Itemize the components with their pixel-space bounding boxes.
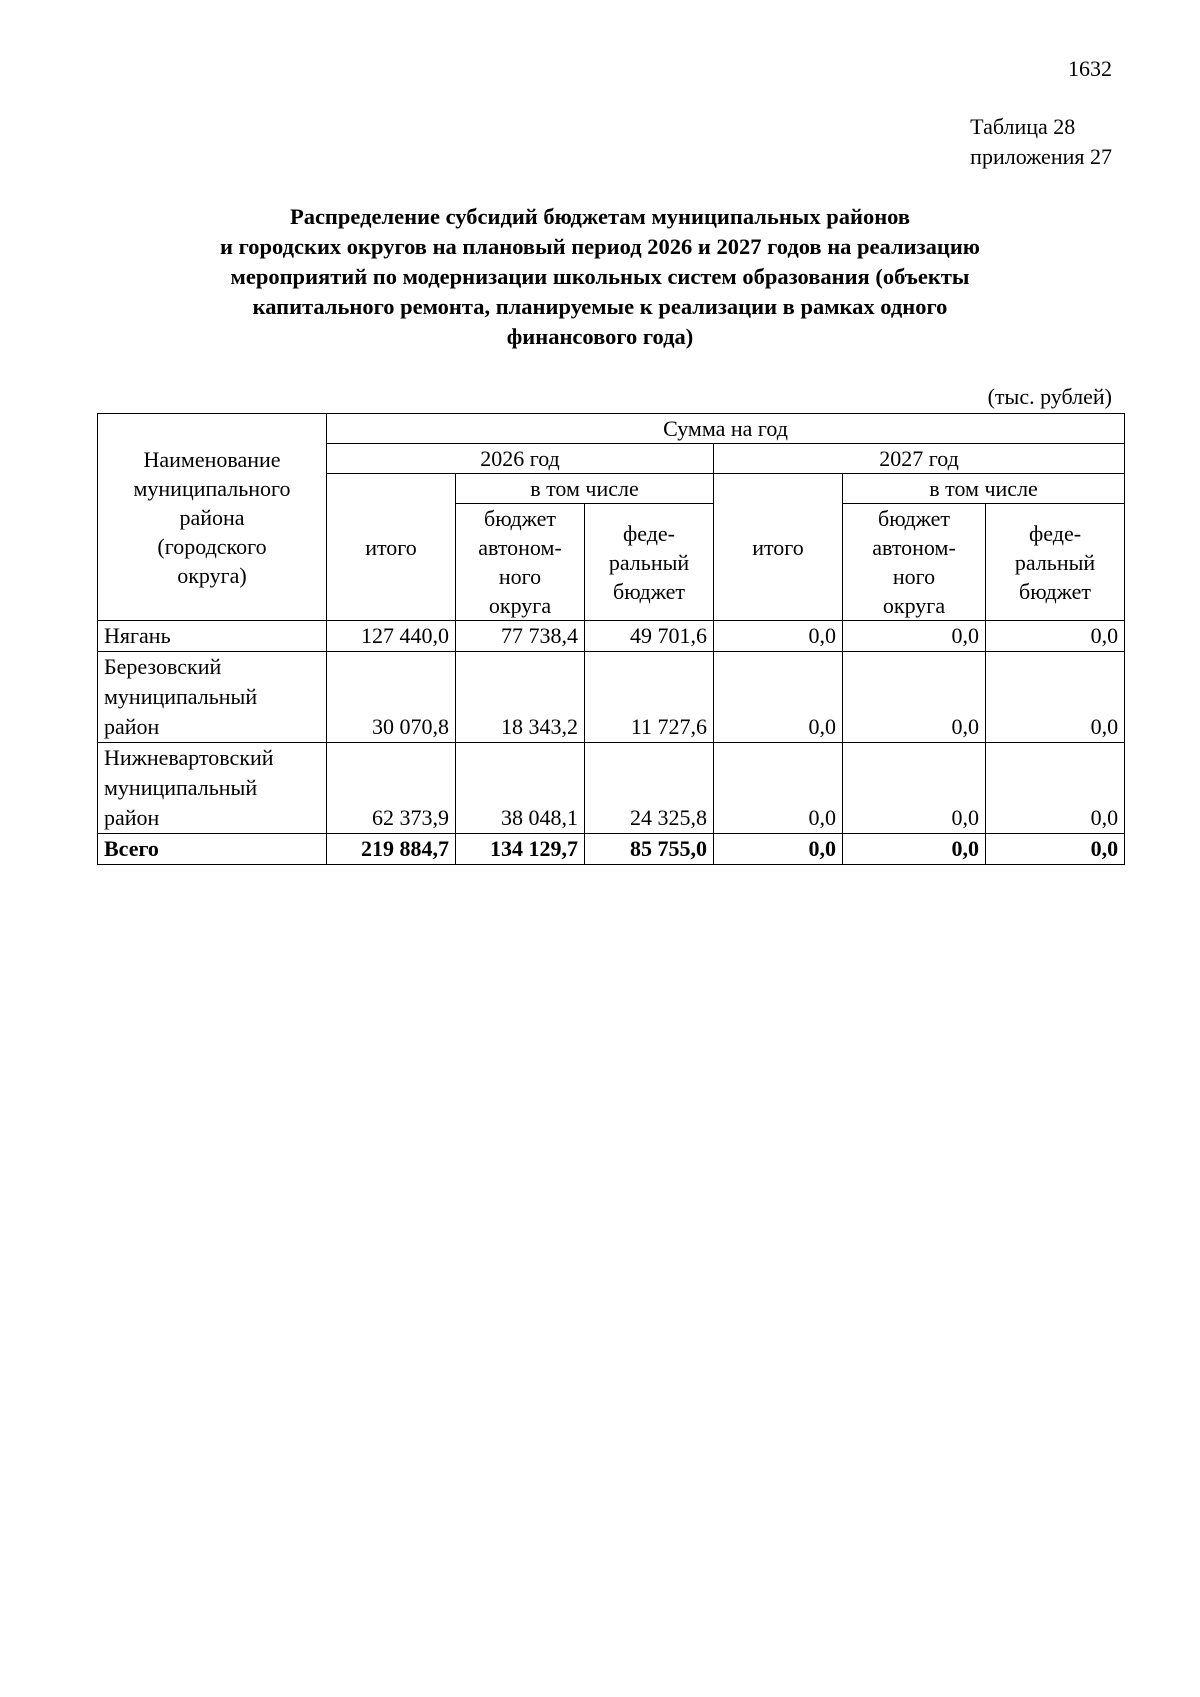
- title-line: и городских округов на плановый период 2026 и 2027 годов на реализацию: [220, 234, 980, 259]
- cell-federal-2026: 85 755,0: [585, 834, 714, 865]
- cell-federal-2026: 24 325,8: [585, 743, 714, 834]
- table-row: [98, 743, 1125, 834]
- title-line: капитального ремонта, планируемые к реализации в рамках одного: [252, 294, 948, 319]
- cell-regional-2027: 0,0: [843, 834, 986, 865]
- cell-total-2027: 0,0: [714, 743, 843, 834]
- cell-regional-2026: 18 343,2: [456, 652, 585, 743]
- row-name: Нижневартовский муниципальный район: [98, 743, 327, 834]
- year-2026-header: 2026 год: [327, 444, 714, 474]
- cell-federal-2027: 0,0: [986, 652, 1125, 743]
- federal-budget-2027-header: феде- ральный бюджет: [986, 504, 1125, 621]
- cell-total-2027: 0,0: [714, 652, 843, 743]
- cell-total-2026: 30 070,8: [327, 652, 456, 743]
- sum-for-year-header: Сумма на год: [327, 414, 1125, 444]
- table-row: [98, 652, 1125, 743]
- title-line: финансового года): [506, 324, 694, 349]
- title-line: Распределение субсидий бюджетам муниципальных районов: [289, 204, 911, 229]
- regional-budget-2026-header: бюджет автоном- ного округа: [456, 504, 585, 621]
- cell-federal-2027: 0,0: [986, 621, 1125, 652]
- cell-total-2026: 219 884,7: [327, 834, 456, 865]
- cell-regional-2027: 0,0: [843, 652, 986, 743]
- row-name: Нягань: [98, 621, 327, 652]
- appendix-number: приложения 27: [970, 144, 1112, 169]
- regional-budget-2027-header: бюджет автоном- ного округа: [843, 504, 986, 621]
- cell-regional-2026: 38 048,1: [456, 743, 585, 834]
- cell-regional-2026: 77 738,4: [456, 621, 585, 652]
- total-2027-header: итого: [714, 474, 843, 621]
- cell-total-2027: 0,0: [714, 621, 843, 652]
- name-column-header: Наименование муниципального района (городского округа): [98, 414, 327, 621]
- subsidy-table: [97, 413, 1125, 865]
- page-number: 1632: [1068, 56, 1112, 81]
- cell-regional-2026: 134 129,7: [456, 834, 585, 865]
- title-line: мероприятий по модернизации школьных систем образования (объекты: [230, 264, 970, 289]
- cell-federal-2026: 49 701,6: [585, 621, 714, 652]
- cell-total-2026: 127 440,0: [327, 621, 456, 652]
- total-row: [98, 834, 1125, 865]
- row-name: Березовский муниципальный район: [98, 652, 327, 743]
- cell-total-2026: 62 373,9: [327, 743, 456, 834]
- year-2027-header: 2027 год: [714, 444, 1125, 474]
- document-title: [100, 202, 1100, 352]
- cell-regional-2027: 0,0: [843, 743, 986, 834]
- cell-federal-2026: 11 727,6: [585, 652, 714, 743]
- cell-regional-2027: 0,0: [843, 621, 986, 652]
- table-number: Таблица 28: [970, 114, 1076, 139]
- including-2026-header: в том числе: [456, 474, 714, 504]
- cell-federal-2027: 0,0: [986, 834, 1125, 865]
- header-row: [98, 414, 1125, 444]
- table-reference: [970, 112, 1112, 172]
- cell-total-2027: 0,0: [714, 834, 843, 865]
- federal-budget-2026-header: феде- ральный бюджет: [585, 504, 714, 621]
- including-2027-header: в том числе: [843, 474, 1125, 504]
- total-2026-header: итого: [327, 474, 456, 621]
- cell-federal-2027: 0,0: [986, 743, 1125, 834]
- total-row-label: Всего: [98, 834, 327, 865]
- table-row: [98, 621, 1125, 652]
- units-label: (тыс. рублей): [987, 384, 1112, 409]
